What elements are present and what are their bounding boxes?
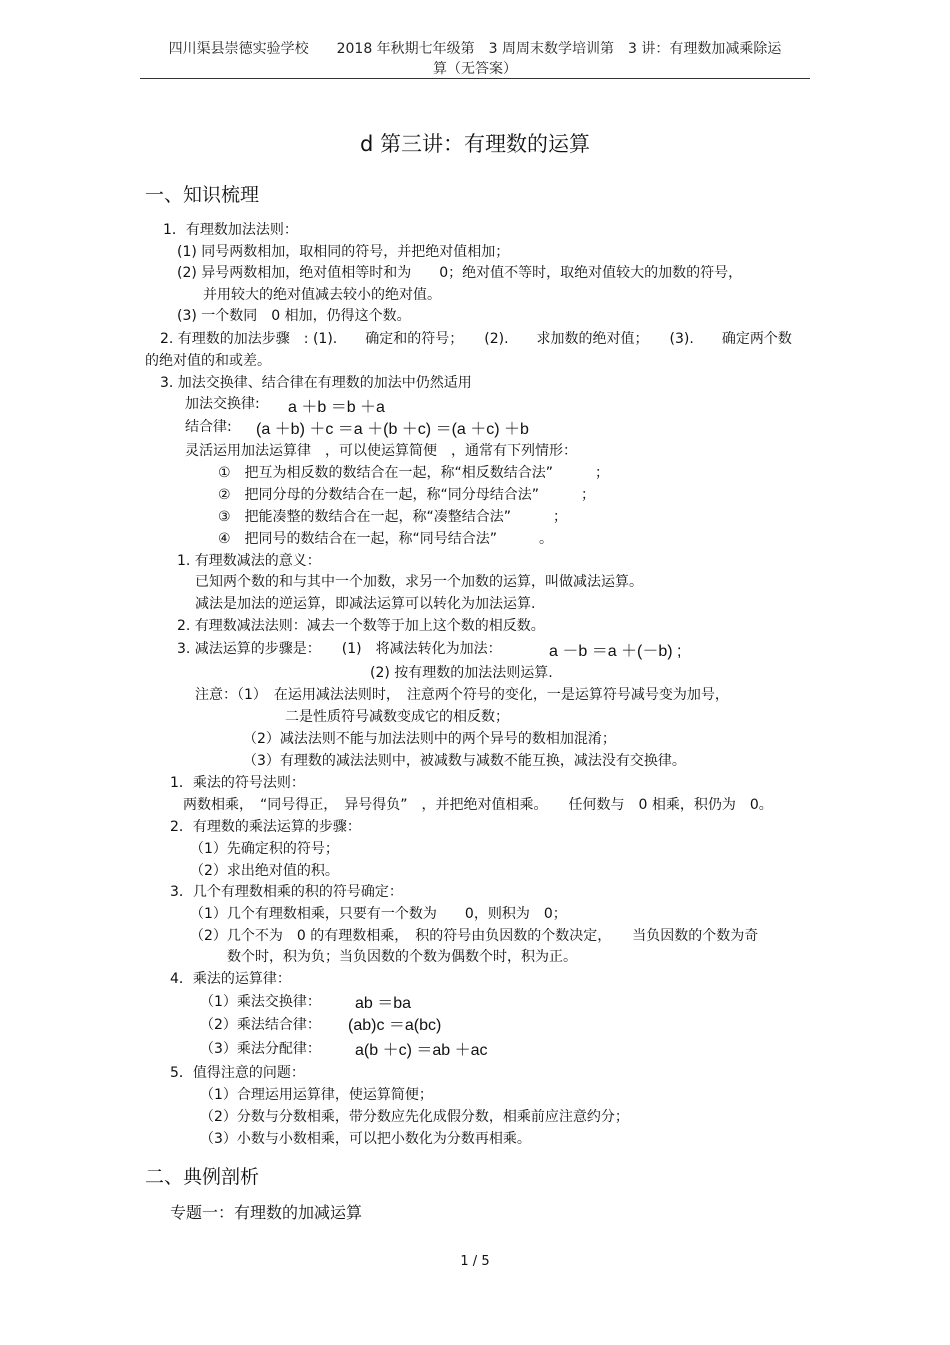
text-line: (2) 按有理数的加法法则运算.	[370, 665, 553, 681]
page-header-line-1: 四川渠县崇德实验学校 2018 年秋期七年级第 3 周周末数学培训第 3 讲：有理数加减乘除运	[168, 41, 782, 57]
header-rule	[140, 78, 810, 79]
text-line: 4．乘法的运算律：	[170, 971, 291, 987]
text-line: （2）求出绝对值的积。	[190, 863, 339, 879]
formula-add-associative: (a ＋b) ＋c ＝a ＋(b ＋c) ＝(a ＋c) ＋b	[256, 421, 529, 438]
formula-subtraction: a －b ＝a ＋(－b) ;	[549, 643, 682, 660]
section-heading-2: 二、典例剖析	[145, 1166, 260, 1188]
text-line: 结合律:	[185, 419, 232, 435]
text-line: 减法是加法的逆运算，即减法运算可以转化为加法运算.	[195, 596, 536, 612]
text-line: 2. 有理数的加法步骤 : (1). 确定和的符号； (2). 求加数的绝对值； (3). 确定两个数	[160, 331, 792, 347]
section-heading-1: 一、知识梳理	[145, 184, 260, 206]
text-line: （2）减法法则不能与加法法则中的两个异号的数相加混淆；	[243, 731, 616, 747]
text-line: 二是性质符号减数变成它的相反数；	[285, 709, 509, 725]
text-line: 5．值得注意的问题：	[170, 1065, 305, 1081]
text-line: 并用较大的绝对值减去较小的绝对值。	[203, 287, 441, 303]
text-line: 加法交换律:	[185, 396, 260, 412]
text-line: 1. 有理数减法的意义：	[177, 553, 321, 569]
page-header-line-2: 算（无答案）	[433, 61, 517, 77]
text-line: ④ 把同号的数结合在一起，称“同号结合法” 。	[218, 531, 554, 547]
text-line: 数个时，积为负；当负因数的个数为偶数个时，积为正。	[227, 949, 577, 965]
text-line: 3. 减法运算的步骤是： (1) 将减法转化为加法：	[177, 641, 502, 657]
text-line: 的绝对值的和或差。	[145, 353, 271, 369]
text-line: 已知两个数的和与其中一个加数，求另一个加数的运算，叫做减法运算。	[195, 574, 643, 590]
text-line: 注意：（1） 在运用减法法则时， 注意两个符号的变化，一是运算符号减号变为加号，	[195, 687, 729, 703]
text-line: ① 把互为相反数的数结合在一起，称“相反数结合法” ；	[218, 465, 610, 481]
text-line: （1）乘法交换律：	[200, 994, 321, 1010]
text-line: （2）几个不为 0 的有理数相乘， 积的符号由负因数的个数决定， 当负因数的个数为奇	[190, 928, 759, 944]
text-line: ③ 把能凑整的数结合在一起，称“凑整结合法” ；	[218, 509, 568, 525]
text-line: （1）几个有理数相乘，只要有一个数为 0，则积为 0；	[190, 906, 567, 922]
text-line: 1．乘法的符号法则：	[170, 775, 305, 791]
text-line: 灵活运用加法运算律 ，可以使运算简便 ，通常有下列情形：	[185, 443, 577, 459]
text-line: （2）分数与分数相乘，带分数应先化成假分数，相乘前应注意约分；	[200, 1109, 629, 1125]
text-line: ② 把同分母的分数结合在一起，称“同分母结合法” ；	[218, 487, 596, 503]
formula-mul-commutative: ab ＝ba	[355, 995, 412, 1012]
text-line: 两数相乘， “同号得正， 异号得负” ，并把绝对值相乘。 任何数与 0 相乘，积仍为 0。	[183, 797, 773, 813]
text-line: 3．几个有理数相乘的积的符号确定：	[170, 884, 403, 900]
formula-mul-distributive: a(b ＋c) ＝ab ＋ac	[355, 1042, 488, 1059]
text-line: (1) 同号两数相加，取相同的符号，并把绝对值相加；	[177, 244, 510, 260]
page-title: d 第三讲：有理数的运算	[359, 132, 590, 156]
text-line: （1）合理运用运算律，使运算简便；	[200, 1087, 433, 1103]
formula-mul-associative: (ab)c ＝a(bc)	[348, 1017, 442, 1034]
text-line: (2) 异号两数相加，绝对值相等时和为 0；绝对值不等时，取绝对值较大的加数的符号，	[177, 265, 743, 281]
text-line: （3）小数与小数相乘，可以把小数化为分数再相乘。	[200, 1131, 531, 1147]
formula-add-commutative: a ＋b ＝b ＋a	[288, 399, 385, 416]
text-line: 3. 加法交换律、结合律在有理数的加法中仍然适用	[160, 375, 472, 391]
page-number: 1 / 5	[460, 1254, 490, 1269]
text-line: （3）有理数的减法法则中，被减数与减数不能互换，减法没有交换律。	[243, 753, 686, 769]
text-line: 2. 有理数减法法则：减去一个数等于加上这个数的相反数。	[177, 618, 545, 634]
text-line: （2）乘法结合律：	[200, 1017, 321, 1033]
text-line: （1）先确定积的符号；	[190, 841, 339, 857]
text-line: （3）乘法分配律：	[200, 1041, 321, 1057]
text-line: (3) 一个数同 0 相加，仍得这个数。	[177, 308, 411, 324]
text-line: 1．有理数加法法则：	[163, 222, 298, 238]
topic-heading: 专题一：有理数的加减运算	[170, 1203, 363, 1222]
text-line: 2．有理数的乘法运算的步骤：	[170, 819, 361, 835]
